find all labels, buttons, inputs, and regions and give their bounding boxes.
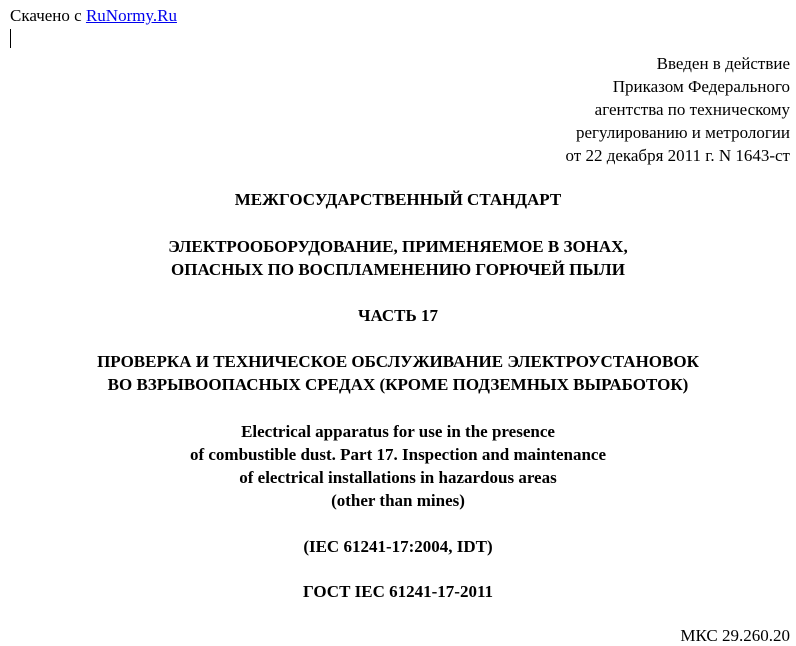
subtitle-ru-line: ВО ВЗРЫВООПАСНЫХ СРЕДАХ (КРОМЕ ПОДЗЕМНЫХ ВЫРАБОТОК) [107, 375, 689, 394]
title-en-line: of combustible dust. Part 17. Inspection and maintenance [189, 445, 607, 464]
mks-code: МКС 29.260.20 [680, 626, 790, 645]
enactment-line: Приказом Федерального [612, 77, 790, 96]
standard-type-heading [0, 188, 796, 211]
text-cursor [10, 29, 11, 48]
gost-designation [0, 580, 796, 603]
title-en [0, 420, 796, 512]
enactment-note [565, 52, 790, 167]
enactment-line: от 22 декабря 2011 г. N 1643-ст [565, 146, 790, 165]
title-ru [0, 235, 796, 281]
title-ru-line: ЭЛЕКТРООБОРУДОВАНИЕ, ПРИМЕНЯЕМОЕ В ЗОНАХ, [168, 237, 628, 256]
runormy-link[interactable]: RuNormy.Ru [85, 6, 177, 25]
title-en-line: of electrical installations in hazardous areas [239, 468, 557, 487]
standard-type: МЕЖГОСУДАРСТВЕННЫЙ СТАНДАРТ [234, 190, 562, 209]
part-number: ЧАСТЬ 17 [357, 306, 438, 325]
title-en-line: Electrical apparatus for use in the presence [241, 422, 555, 441]
iec-reference-text: (IEC 61241-17:2004, IDT) [303, 537, 493, 556]
enactment-line: регулированию и метрологии [575, 123, 790, 142]
subtitle-ru-line: ПРОВЕРКА И ТЕХНИЧЕСКОЕ ОБСЛУЖИВАНИЕ ЭЛЕКТРОУСТАНОВОК [97, 352, 699, 371]
download-source-line [10, 6, 177, 26]
subtitle-ru [0, 350, 796, 396]
gost-designation-text: ГОСТ IEC 61241-17-2011 [302, 582, 494, 601]
enactment-line: Введен в действие [656, 54, 790, 73]
download-prefix: Скачено с [10, 6, 82, 25]
iec-reference [0, 535, 796, 558]
title-en-line: (other than mines) [331, 491, 465, 510]
title-ru-line: ОПАСНЫХ ПО ВОСПЛАМЕНЕНИЮ ГОРЮЧЕЙ ПЫЛИ [171, 260, 625, 279]
part-heading [0, 304, 796, 327]
enactment-line: агентства по техническому [594, 100, 790, 119]
